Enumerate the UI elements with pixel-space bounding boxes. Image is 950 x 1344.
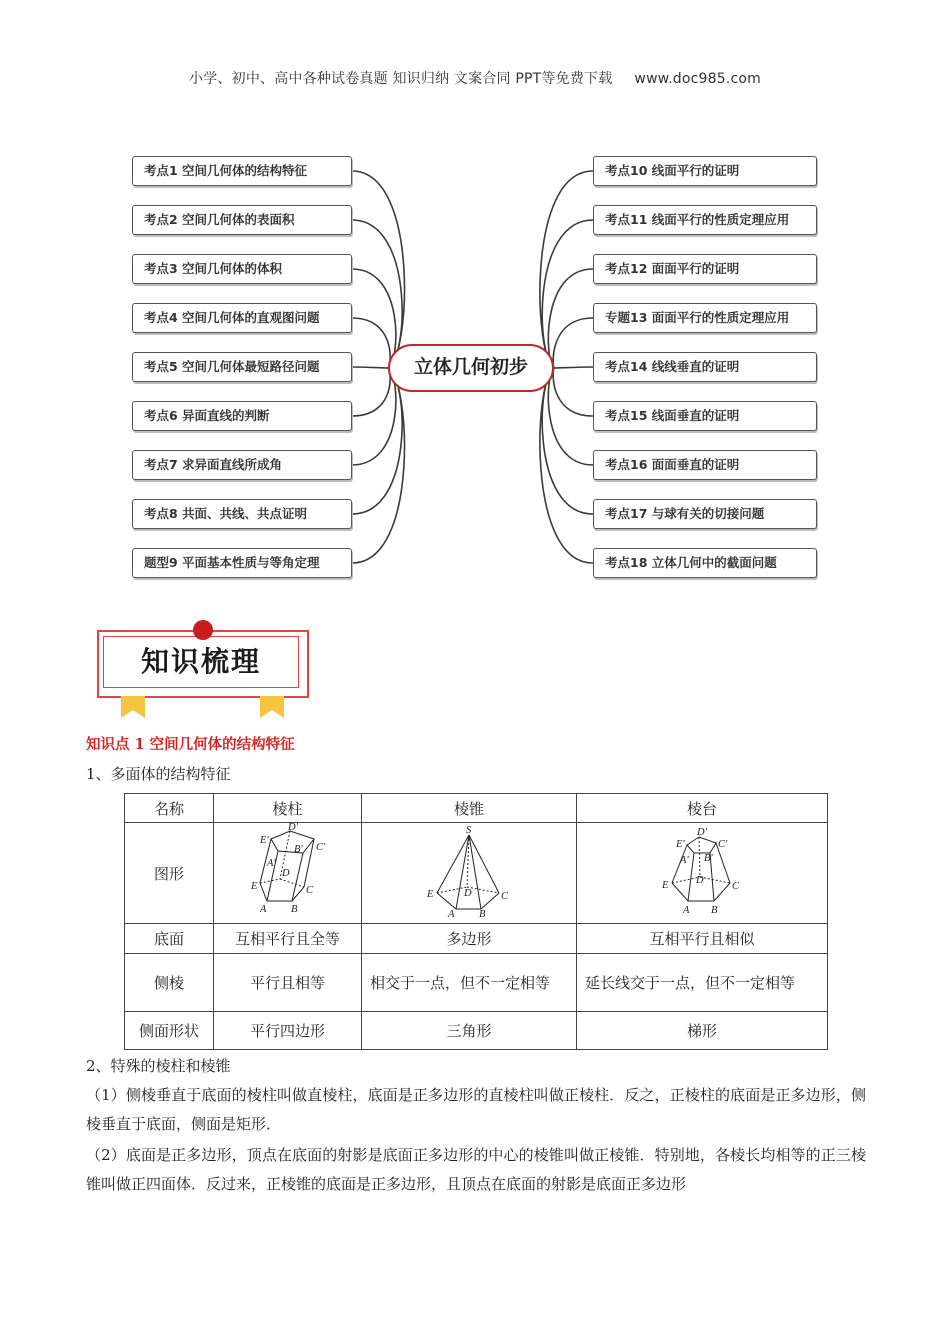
- table-cell: 梯形: [577, 1012, 828, 1050]
- section-heading: 2、特殊的棱柱和棱锥: [86, 1057, 231, 1075]
- mindmap-left-topic: 考点2 空间几何体的表面积: [132, 205, 352, 235]
- mindmap-center-topic: 立体几何初步: [388, 344, 554, 392]
- mindmap-left-topic: 考点6 异面直线的判断: [132, 401, 352, 431]
- mindmap-right-topic: 考点16 面面垂直的证明: [593, 450, 817, 480]
- table-row: [125, 954, 828, 1012]
- paragraph: （1）侧棱垂直于底面的棱柱叫做直棱柱，底面是正多边形的直棱柱叫做正棱柱．反之，正棱柱的底面是正多边形，侧棱垂直于底面，侧面是矩形．: [86, 1086, 866, 1133]
- mindmap-left-topic: 考点3 空间几何体的体积: [132, 254, 352, 284]
- mindmap-right-topic: 考点11 线面平行的性质定理应用: [593, 205, 817, 235]
- figure-label: C: [501, 891, 509, 902]
- prism-figure-cell: [214, 823, 362, 924]
- figure-label: D: [696, 875, 704, 886]
- table-row: [125, 924, 828, 954]
- table-cell: 相交于一点，但不一定相等: [362, 954, 577, 1012]
- figure-label: A: [448, 909, 455, 919]
- figure-label: C: [305, 885, 313, 896]
- table-cell: 多边形: [362, 924, 577, 954]
- mindmap-left-topic: 考点4 空间几何体的直观图问题: [132, 303, 352, 333]
- figure-label: D: [464, 888, 472, 899]
- pyramid-figure-cell: [362, 823, 577, 924]
- table-cell: 侧面形状: [125, 1012, 214, 1050]
- figure-label: D: [281, 868, 290, 879]
- paragraph: （2）底面是正多边形，顶点在底面的射影是底面正多边形的中心的棱锥叫做正棱锥．特别地，各棱长均相等的正三棱锥叫做正四面体．反过来，正棱锥的底面是正多边形，且顶点在底面的射影是底面正多边形: [86, 1146, 866, 1193]
- banner-title: 知识梳理: [103, 636, 299, 688]
- header-text: 小学、初中、高中各种试卷真题 知识归纳 文案合同 PPT等免费下载: [189, 71, 613, 87]
- mindmap-right-topic: 考点14 线线垂直的证明: [593, 352, 817, 382]
- table-cell: 图形: [125, 823, 214, 924]
- table-header-cell: 棱台: [577, 794, 828, 823]
- header-site[interactable]: www.doc985.com: [634, 71, 761, 87]
- table-cell: 底面: [125, 924, 214, 954]
- figure-label: B': [293, 844, 303, 855]
- section-heading: 1、多面体的结构特征: [86, 765, 231, 783]
- table-header-cell: 棱柱: [214, 794, 362, 823]
- prism-figure: [238, 823, 338, 919]
- mindmap-right-topic: 考点12 面面平行的证明: [593, 254, 817, 284]
- mindmap-left-topic: 考点1 空间几何体的结构特征: [132, 156, 352, 186]
- table-header-cell: 名称: [125, 794, 214, 823]
- mindmap-right-topic: 考点18 立体几何中的截面问题: [593, 548, 817, 578]
- figure-label: E: [662, 880, 669, 891]
- figure-label: E: [250, 881, 257, 892]
- table-header-cell: 棱锥: [362, 794, 577, 823]
- figure-label: D': [697, 827, 707, 838]
- polyhedron-table: [124, 793, 828, 1050]
- figure-label: E': [676, 839, 685, 850]
- figure-label: E': [259, 835, 269, 846]
- mindmap-right-topic: 专题13 面面平行的性质定理应用: [593, 303, 817, 333]
- table-cell: 三角形: [362, 1012, 577, 1050]
- figure-label: D': [287, 823, 298, 833]
- figure-label: B: [290, 904, 297, 915]
- table-row: [125, 823, 828, 924]
- figure-label: E: [427, 889, 434, 900]
- mindmap-left-topic: 题型9 平面基本性质与等角定理: [132, 548, 352, 578]
- knowledge-point-title: 知识点 1 空间几何体的结构特征: [86, 736, 295, 753]
- ribbon-icon: [121, 696, 147, 720]
- figure-label: S: [466, 825, 472, 836]
- figure-label: B: [711, 905, 718, 916]
- figure-label: A: [683, 905, 690, 916]
- frustum-figure-cell: [577, 823, 828, 924]
- mindmap-left-topic: 考点5 空间几何体最短路径问题: [132, 352, 352, 382]
- table-cell: 平行且相等: [214, 954, 362, 1012]
- table-row: [125, 1012, 828, 1050]
- figure-label: B': [704, 853, 713, 864]
- mindmap-right-topic: 考点17 与球有关的切接问题: [593, 499, 817, 529]
- frustum-figure: [652, 823, 752, 919]
- mindmap-right-topic: 考点15 线面垂直的证明: [593, 401, 817, 431]
- table-cell: 互相平行且相似: [577, 924, 828, 954]
- mindmap-left-topic: 考点7 求异面直线所成角: [132, 450, 352, 480]
- table-header-row: [125, 794, 828, 823]
- figure-label: A': [680, 855, 689, 866]
- figure-label: A': [266, 858, 276, 869]
- mindmap-right-topic: 考点10 线面平行的证明: [593, 156, 817, 186]
- banner-pin-icon: [193, 620, 213, 640]
- table-cell: 延长线交于一点，但不一定相等: [577, 954, 828, 1012]
- table-cell: 侧棱: [125, 954, 214, 1012]
- figure-label: C': [315, 842, 325, 853]
- table-cell: 互相平行且全等: [214, 924, 362, 954]
- ribbon-icon: [260, 696, 286, 720]
- figure-label: B: [479, 909, 486, 919]
- figure-label: C': [718, 839, 728, 850]
- table-cell: 平行四边形: [214, 1012, 362, 1050]
- figure-label: C: [732, 881, 740, 892]
- figure-label: A: [259, 904, 266, 915]
- mindmap-left-topic: 考点8 共面、共线、共点证明: [132, 499, 352, 529]
- pyramid-figure: [419, 823, 519, 919]
- section-banner: [97, 630, 309, 698]
